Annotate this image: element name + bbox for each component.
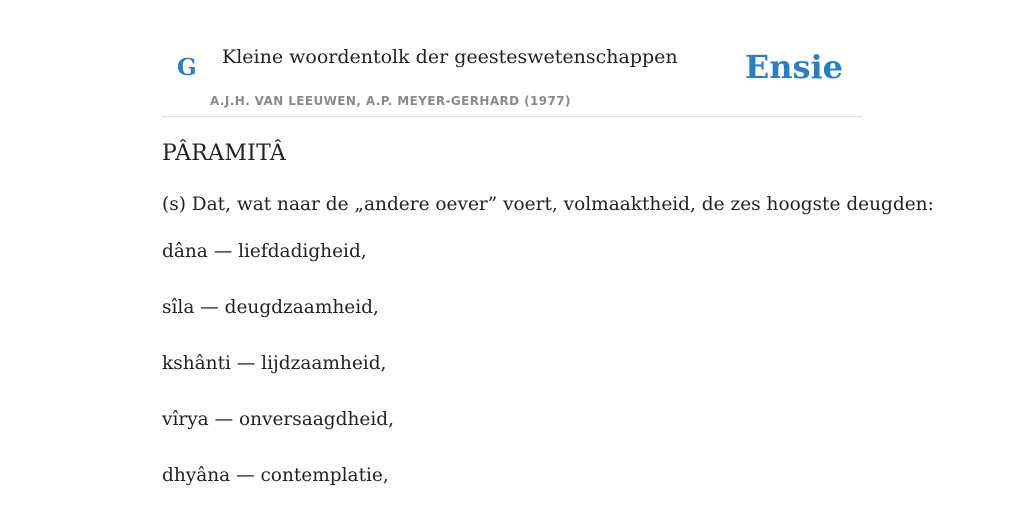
entry-line: sîla — deugdzaamheid, <box>162 297 379 318</box>
entry-line: kshânti — lijdzaamheid, <box>162 353 387 374</box>
ensie-logo-link[interactable]: Ensie <box>744 48 843 86</box>
source-logo[interactable]: G <box>177 54 197 81</box>
entry-title: PÂRAMITÂ <box>162 141 287 166</box>
page-container <box>162 0 934 486</box>
entry-definition: (s) Dat, wat naar de „andere oever” voert, volmaaktheid, de zes hoogste deugden: <box>162 194 934 215</box>
book-title-link[interactable]: Kleine woordentolk der geesteswetenschappen <box>222 46 678 68</box>
entry-line: dhyâna — contemplatie, <box>162 465 389 486</box>
authors-byline: A.J.H. VAN LEEUWEN, A.P. MEYER-GERHARD (1977) <box>210 94 571 108</box>
entry-line: dâna — liefdadigheid, <box>162 241 367 262</box>
entry-line: vîrya — onversaagdheid, <box>162 409 394 430</box>
source-header <box>162 0 862 117</box>
